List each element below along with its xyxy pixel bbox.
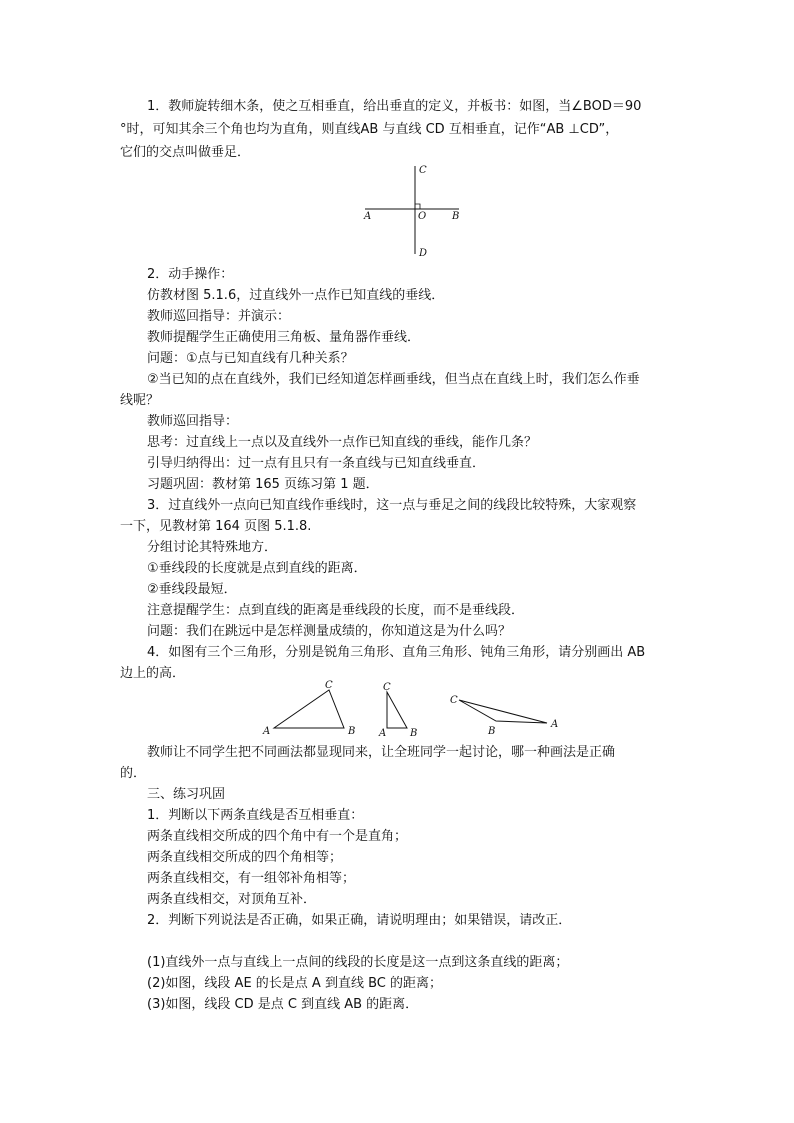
triangles-figure: [258, 680, 568, 742]
section2-line7: 思考：过直线上一点以及直线外一点作已知直线的垂线，能作几条？: [147, 435, 538, 450]
practice-heading: 三、练习巩固: [147, 787, 226, 802]
section2-line3: 教师提醒学生正确使用三角板、量角器作垂线．: [147, 330, 421, 345]
section2-line5b: 线呢？: [120, 393, 160, 408]
section4-line1b: 边上的高．: [120, 666, 186, 681]
practice-q1: 1．判断以下两条直线是否互相垂直：: [147, 808, 364, 823]
obtuse-label-a: A: [551, 719, 559, 730]
right-angle-mark: [415, 204, 420, 209]
after-figure-line1a: 教师让不同学生把不同画法都显现同来，让全班同学一起讨论，哪一种画法是正确: [147, 745, 616, 760]
practice-q1-d: 两条直线相交，对顶角互补．: [147, 892, 317, 907]
acute-label-b: B: [348, 726, 356, 737]
obtuse-label-c: C: [450, 695, 458, 706]
practice-q2-item2: (2)如图，线段 AE 的长是点 A 到直线 BC 的距离；: [147, 976, 442, 991]
perpendicular-lines-figure: [355, 160, 465, 260]
label-b: B: [452, 211, 460, 222]
section3-line2: 分组讨论其特殊地方．: [147, 540, 278, 555]
label-d: D: [419, 248, 428, 259]
section2-title: 2．动手操作：: [147, 267, 234, 282]
section2-line2: 教师巡回指导：并演示：: [147, 309, 291, 324]
paragraph-definition-line1: 1．教师旋转细木条，使之互相垂直，给出垂直的定义，并板书：如图，当∠BOD＝90: [147, 99, 642, 114]
right-label-a: A: [379, 728, 387, 739]
section2-line1: 仿教材图 5.1.6，过直线外一点作已知直线的垂线．: [147, 288, 445, 303]
acute-triangle: [274, 690, 344, 728]
section3-line3: ①垂线段的长度就是点到直线的距离．: [147, 561, 367, 576]
section3-line1a: 3．过直线外一点向已知直线作垂线时，这一点与垂足之间的线段比较特殊，大家观察: [147, 498, 637, 513]
acute-label-c: C: [325, 680, 333, 691]
section3-line6: 问题：我们在跳远中是怎样测量成绩的，你知道这是为什么吗？: [147, 624, 512, 639]
section3-line1b: 一下，见教材第 164 页图 5.1.8.: [120, 519, 312, 534]
section2-line8: 引导归纳得出：过一点有且只有一条直线与已知直线垂直．: [147, 456, 486, 471]
obtuse-triangle: [459, 700, 547, 723]
label-a: A: [364, 211, 372, 222]
right-triangle: [387, 692, 407, 728]
practice-q1-c: 两条直线相交，有一组邻补角相等；: [147, 871, 356, 886]
section2-line9: 习题巩固：教材第 165 页练习第 1 题．: [147, 477, 379, 492]
section4-line1a: 4．如图有三个三角形，分别是锐角三角形、直角三角形、钝角三角形，请分别画出 AB: [147, 645, 646, 660]
section3-line4: ②垂线段最短．: [147, 582, 237, 597]
obtuse-label-b: B: [488, 726, 496, 737]
right-label-b: B: [410, 728, 418, 739]
practice-q2-item3: (3)如图，线段 CD 是点 C 到直线 AB 的距离．: [147, 997, 419, 1012]
paragraph-definition-line3: 它们的交点叫做垂足．: [120, 145, 251, 160]
acute-label-a: A: [263, 726, 271, 737]
right-label-c: C: [383, 682, 391, 693]
practice-q1-b: 两条直线相交所成的四个角相等；: [147, 850, 343, 865]
section2-line5a: ②当已知的点在直线外，我们已经知道怎样画垂线，但当点在直线上时，我们怎么作垂: [147, 372, 640, 387]
section3-line5: 注意提醒学生：点到直线的距离是垂线段的长度，而不是垂线段．: [147, 603, 525, 618]
practice-q2: 2．判断下列说法是否正确，如果正确，请说明理由；如果错误，请改正．: [147, 913, 572, 928]
after-figure-line1b: 的．: [120, 766, 147, 781]
practice-q2-item1: (1)直线外一点与直线上一点间的线段的长度是这一点到这条直线的距离；: [147, 955, 569, 970]
label-c: C: [419, 165, 427, 176]
label-o: O: [418, 211, 427, 222]
section2-line4: 问题：①点与已知直线有几种关系？: [147, 351, 354, 366]
section2-line6: 教师巡回指导：: [147, 414, 239, 429]
paragraph-definition-line2: °时，可知其余三个角也均为直角，则直线AB 与直线 CD 互相垂直，记作“AB ⊥CD”，: [120, 122, 619, 137]
practice-q1-a: 两条直线相交所成的四个角中有一个是直角；: [147, 829, 408, 844]
